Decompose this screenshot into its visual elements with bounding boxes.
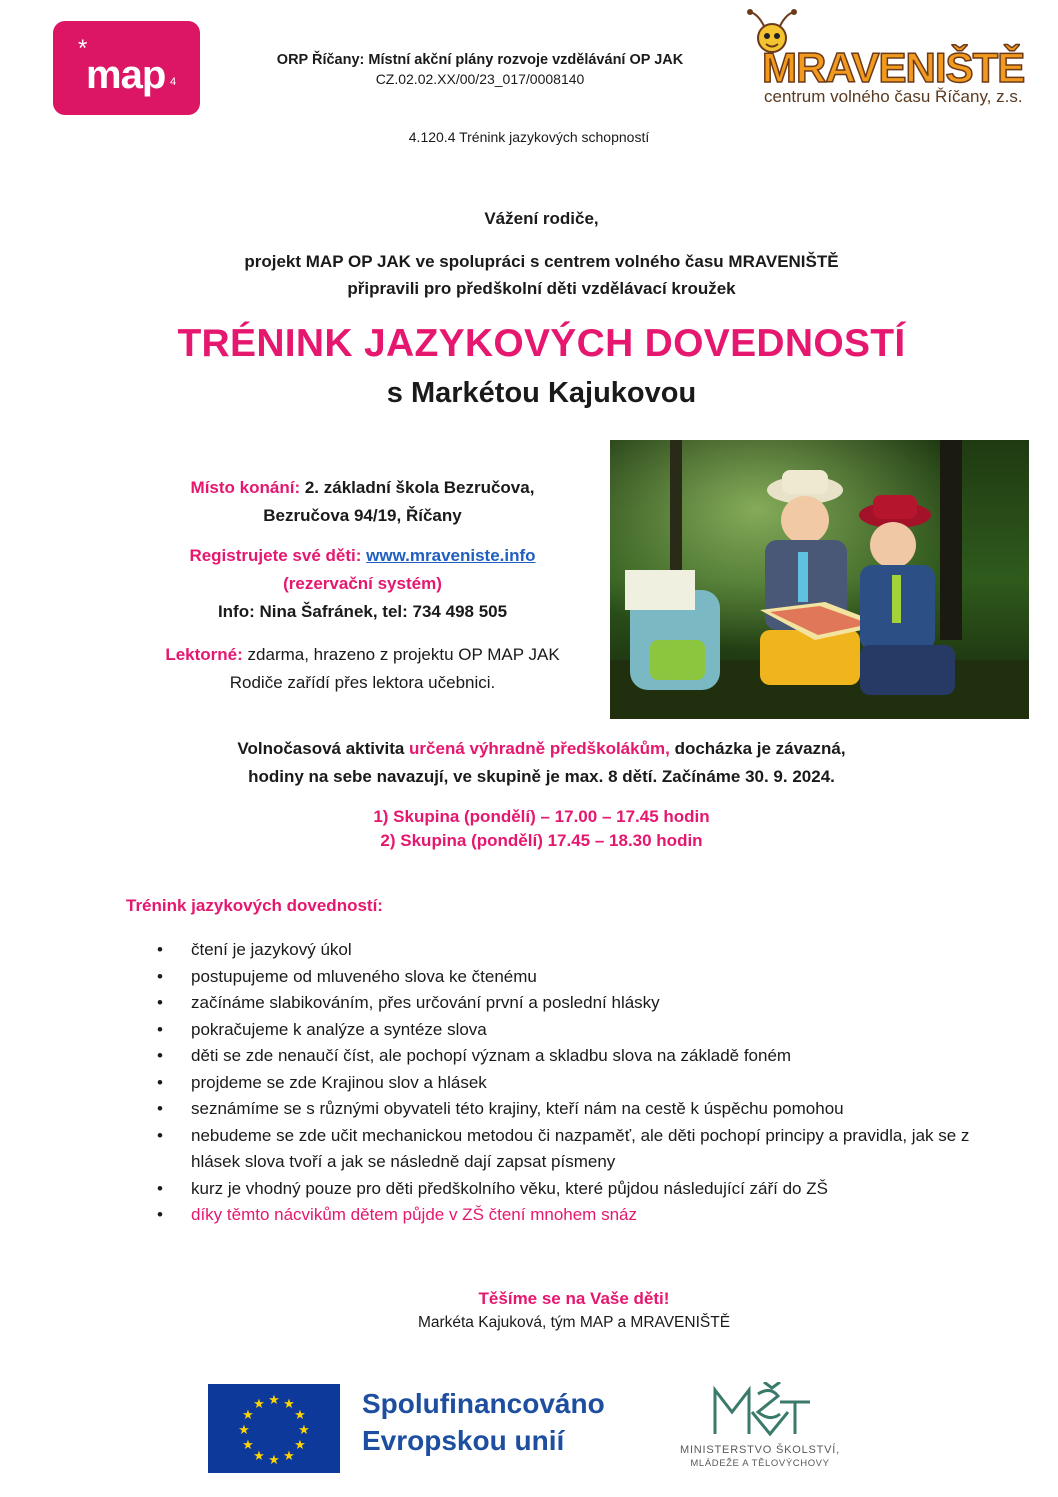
msmt-logo — [660, 1382, 860, 1474]
svg-text:★: ★ — [268, 1453, 280, 1468]
list-item: • děti se zde nenaučí číst, ale pochopí význam a skladbu slova na základě foném — [155, 1043, 975, 1070]
msmt-name-line-2: MLÁDEŽE A TĚLOVÝCHOVY — [690, 1458, 830, 1469]
contact-info: Info: Nina Šafránek, tel: 734 498 505 — [217, 602, 508, 621]
main-title: TRÉNINK JAZYKOVÝCH DOVEDNOSTÍ — [177, 322, 906, 365]
list-item: • kurz je vhodný pouze pro děti předškolního věku, které půjdou následující září do ZŠ — [155, 1176, 975, 1203]
list-item: • čtení je jazykový úkol — [155, 937, 975, 964]
list-item-highlight: • díky těmto nácvikům dětem půjde v ZŠ čtení mnohem snáz — [155, 1202, 975, 1229]
group-1: 1) Skupina (pondělí) – 17.00 – 17.45 hodin — [373, 807, 710, 826]
msmt-name-line-1: MINISTERSTVO ŠKOLSTVÍ, — [679, 1444, 840, 1456]
list-item: • pokračujeme k analýze a syntéze slova — [155, 1017, 975, 1044]
svg-text:★: ★ — [253, 1449, 265, 1464]
svg-text:★: ★ — [294, 1438, 306, 1453]
svg-text:★: ★ — [283, 1449, 295, 1464]
group-2: 2) Skupina (pondělí) 17.45 – 18.30 hodin — [380, 831, 703, 850]
msmt-emblem-icon — [660, 1382, 860, 1442]
registration-link[interactable]: www.mraveniste.info — [366, 546, 536, 565]
training-list-title: Trénink jazykových dovedností: — [126, 896, 383, 915]
schedule-line-1-c: docházka je závazná, — [674, 739, 846, 758]
svg-text:★: ★ — [242, 1438, 254, 1453]
schedule-line-2: hodiny na sebe navazují, ve skupině je max. 8 dětí. Začínáme 30. 9. 2024. — [248, 767, 835, 786]
map4-logo — [53, 21, 200, 115]
svg-text:★: ★ — [242, 1408, 254, 1423]
svg-text:★: ★ — [268, 1393, 280, 1408]
list-item: • nebudeme se zde učit mechanickou metodou či nazpaměť, ale děti pochopí principy a pravidla, jak se z hlásek slova tvoří a jak se následně dají zapsat písmeny — [155, 1123, 975, 1176]
fee-note: Rodiče zařídí přes lektora učebnici. — [229, 673, 496, 692]
eu-cofinanced-line-2: Evropskou unií — [362, 1425, 565, 1456]
activity-code: 4.120.4 Trénink jazykových schopností — [408, 129, 650, 145]
svg-text:★: ★ — [294, 1408, 306, 1423]
schedule-line-1-a: Volnočasová aktivita — [237, 739, 405, 758]
registration-line — [100, 546, 625, 566]
svg-text:★: ★ — [253, 1397, 265, 1412]
header-title: ORP Říčany: Místní akční plány rozvoje vzdělávání OP JAK — [276, 52, 684, 68]
venue-value: 2. základní škola Bezručova, — [304, 478, 535, 497]
map-logo-sup: 4 — [170, 76, 177, 88]
fee-value: zdarma, hrazeno z projektu OP MAP JAK — [247, 645, 560, 664]
list-item: • začínáme slabikováním, přes určování první a poslední hlásky — [155, 990, 975, 1017]
registration-label: Registrujete své děti: — [189, 546, 362, 565]
eu-flag-icon — [208, 1384, 340, 1473]
intro-line-1: projekt MAP OP JAK ve spolupráci s centrem volného času MRAVENIŠTĚ — [244, 252, 839, 271]
children-reading-photo — [610, 440, 1029, 719]
venue-label: Místo konání: — [190, 478, 301, 497]
mraveniste-logo — [740, 8, 1045, 108]
venue-address: Bezručova 94/19, Říčany — [263, 506, 462, 525]
list-item: • postupujeme od mluveného slova ke čtenému — [155, 964, 975, 991]
eu-cofinanced-line-1: Spolufinancováno — [362, 1388, 605, 1419]
schedule-line-1 — [60, 739, 1023, 759]
mraveniste-logo-word: MRAVENIŠTĚ — [762, 44, 1025, 91]
intro-line-2: připravili pro předškolní děti vzdělávací kroužek — [347, 279, 736, 298]
schedule-line-1-b: určená výhradně předškolákům, — [409, 739, 670, 758]
fee-label: Lektorné: — [165, 645, 243, 664]
list-item: • seznámíme se s různými obyvateli této krajiny, kteří nám na cestě k úspěchu pomohou — [155, 1096, 975, 1123]
svg-text:★: ★ — [238, 1423, 250, 1438]
map-logo-word: map — [86, 53, 166, 97]
svg-text:★: ★ — [283, 1397, 295, 1412]
list-item: • projdeme se zde Krajinou slov a hlásek — [155, 1070, 975, 1097]
fee-line — [100, 645, 625, 665]
subtitle: s Markétou Kajukovou — [386, 377, 697, 409]
training-list — [155, 937, 975, 1229]
map-logo-star: * — [78, 35, 88, 62]
venue-line — [100, 478, 625, 498]
svg-text:★: ★ — [298, 1423, 310, 1438]
mraveniste-logo-subtitle: centrum volného času Říčany, z.s. — [764, 87, 1023, 106]
registration-note: (rezervační systém) — [283, 574, 442, 593]
header-project-code: CZ.02.02.XX/00/23_017/0008140 — [375, 71, 585, 87]
signature: Markéta Kajuková, tým MAP a MRAVENIŠTĚ — [417, 1314, 731, 1331]
greeting: Vážení rodiče, — [484, 209, 599, 228]
closing-line: Těšíme se na Vaše děti! — [478, 1289, 670, 1308]
